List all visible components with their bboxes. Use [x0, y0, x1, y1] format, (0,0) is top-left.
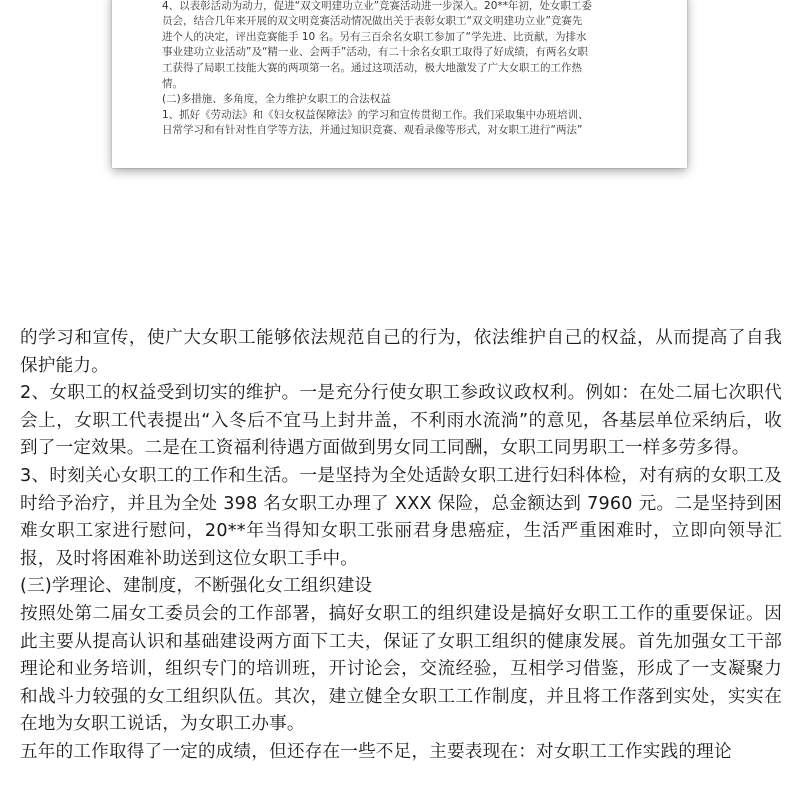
preview-line: 员会，结合几年来开展的双文明竞赛活动情况做出关于表彰女职工“双文明建功立业”竞赛先 [162, 15, 583, 28]
preview-line: 事业建功立业活动”及“精一业、会两手”活动，有二十余名女职工取得了好成绩，有两名女职 [162, 46, 588, 59]
preview-line: 工获得了局职工技能大赛的两项第一名。通过这项活动，极大地激发了广大女职工的工作热 [162, 61, 582, 74]
paragraph: 的学习和宣传，使广大女职工能够依法规范自己的行为，依法维护自己的权益，从而提高了自我保护能力。 [20, 328, 782, 376]
preview-line: 1、抓好《劳动法》和《妇女权益保障法》的学习和宣传贯彻工作。我们采取集中办班培训、 [162, 108, 589, 121]
preview-line: 4、以表彰活动为动力，促进“双文明建功立业”竞赛活动进一步深入。20**年初，处女职工委 [162, 0, 592, 12]
section-heading: (三)学理论、建制度，不断强化女工组织建设 [20, 576, 373, 597]
preview-line: (二)多措施、多角度，全力维护女职工的合法权益 [162, 93, 391, 106]
preview-line: 情。 [162, 77, 183, 90]
paragraph: 3、时刻关心女职工的工作和生活。一是坚持为全处适龄女职工进行妇科体检，对有病的女职工及时给予治疗，并且为全处 398 名女职工办理了 XXX 保险，总金额达到 7960 元。二是坚持到困难女职工家进行慰问，20**年当得知女职工张丽君身患癌症，生活严重困难时，立即向领导汇报，及时将困难补助送到这位女职工手中。 [20, 465, 782, 569]
paragraph: 2、女职工的权益受到切实的维护。一是充分行使女职工参政议政权利。例如：在处二届七次职代会上，女职工代表提出“入冬后不宜马上封井盖，不利雨水流淌”的意见，各基层单位采纳后，收到了一定效果。二是在工资福利待遇方面做到男女同工同酬，女职工同男职工一样多劳多得。 [20, 383, 782, 459]
preview-line: 日常学习和有针对性自学等方法，并通过知识竞赛、观看录像等形式，对女职工进行“两法” [162, 124, 583, 137]
paragraph: 五年的工作取得了一定的成绩，但还存在一些不足，主要表现在：对女职工工作实践的理论 [20, 741, 732, 762]
document-body [20, 325, 782, 767]
paragraph: 按照处第二届女工委员会的工作部署，搞好女职工的组织建设是搞好女职工工作的重要保证。因此主要从提高认识和基础建设两方面下工夫，保证了女职工组织的健康发展。首先加强女工干部理论和业务培训，组织专门的培训班，开讨论会，交流经验，互相学习借鉴，形成了一支凝聚力和战斗力较强的女工组织队伍。其次，建立健全女职工工作制度，并且将工作落到实处，实实在在地为女职工说话，为女职工办事。 [20, 603, 782, 735]
preview-text [162, 0, 632, 139]
document-preview-card [112, 0, 687, 168]
preview-line: 进个人的决定，评出竞赛能手 10 名。另有三百余名女职工参加了“学先进、比贡献，为排水 [162, 30, 587, 43]
